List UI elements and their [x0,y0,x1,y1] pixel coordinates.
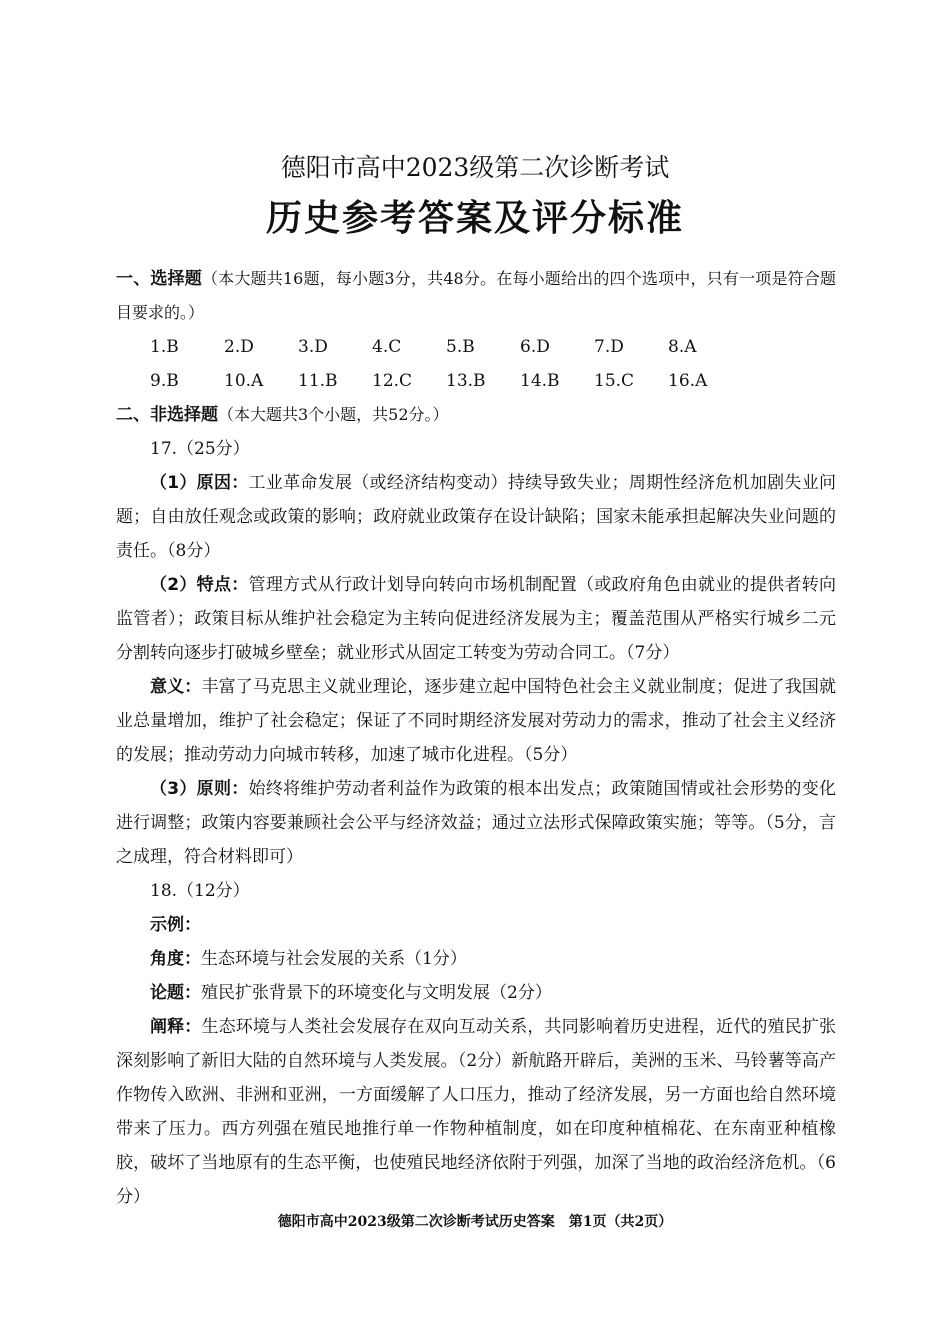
answer-item: 10.A [224,371,264,391]
answer-item: 1.B [150,337,179,357]
answer-item: 13.B [446,371,486,391]
q18-angle [116,942,836,976]
q17-part3-text: 始终将维护劳动者利益作为政策的根本出发点；政策随国情或社会形势的变化进行调整；政策内容要兼顾社会公平与经济效益；通过立法形式保障政策实施；等等。（5分，言之成理，符合材料即可） [116,779,836,867]
q18-angle-label: 角度： [150,949,201,969]
content-body [116,262,836,1214]
answer-row-1 [116,330,836,364]
document-title: 历史参考答案及评分标准 [265,197,684,239]
q17-part1-text: 工业革命发展（或经济结构变动）持续导致失业；周期性经济危机加剧失业问题；自由放任观念或政策的影响；政府就业政策存在设计缺陷；国家未能承担起解决失业问题的责任。（8分） [116,473,836,561]
q17-significance-text: 丰富了马克思主义就业理论，逐步建立起中国特色社会主义就业制度；促进了我国就业总量增加，维护了社会稳定；保证了不同时期经济发展对劳动力的需求，推动了社会主义经济的发展；推动劳动力向城市转移，加速了城市化进程。（5分） [116,677,837,765]
answer-item: 7.D [594,337,624,357]
section1-label: 一、选择题 [116,269,202,289]
q18-explanation-text: 生态环境与人类社会发展存在双向互动关系，共同影响着历史进程，近代的殖民扩张深刻影响了新旧大陆的自然环境与人类发展。（2分）新航路开辟后，美洲的玉米、马铃薯等高产作物传入欧洲、非洲和亚洲，一方面缓解了人口压力，推动了经济发展，另一方面也给自然环境带来了压力。西方列强在殖民地推行单一作物种植制度，如在印度种植棉花、在东南亚种植橡胶，破坏了当地原有的生态平衡，也使殖民地经济依附于列强，加深了当地的政治经济危机。（6分） [116,1017,837,1207]
answer-item: 4.C [372,337,402,357]
answer-item: 8.A [668,337,697,357]
answer-item: 12.C [372,371,413,391]
section1-heading [116,262,836,330]
q17-significance [116,670,836,772]
q18-example-label: 示例： [150,915,201,935]
q17-part2-label: （2）特点： [150,575,249,595]
q18-thesis-label: 论题： [150,983,201,1003]
q18-thesis [116,976,836,1010]
answer-item: 11.B [298,371,338,391]
q17-part2-text: 管理方式从行政计划导向转向市场机制配置（或政府角色由就业的提供者转向监管者）；政策目标从维护社会稳定为主转向促进经济发展为主；覆盖范围从严格实行城乡二元分割转向逐步打破城乡壁垒；就业形式从固定工转变为劳动合同工。（7分） [116,575,836,663]
q18-explanation-label: 阐释： [150,1017,202,1037]
q17-part1-label: （1）原因： [150,473,249,493]
answer-item: 16.A [668,371,708,391]
q17-part3-label: （3）原则： [150,779,249,799]
page-footer: 德阳市高中2023级第二次诊断考试历史答案 第1页（共2页） [277,1214,673,1230]
section1-note: （本大题共16题，每小题3分，共48分。在每小题给出的四个选项中，只有一项是符合题目要求的。） [116,269,837,322]
q18-title: 18.（12分） [150,881,250,901]
q17-title: 17.（25分） [150,439,250,459]
q18-thesis-text: 殖民扩张背景下的环境变化与文明发展（2分） [201,983,552,1003]
q18-angle-text: 生态环境与社会发展的关系（1分） [201,949,467,969]
answer-row-2 [116,364,836,398]
q17-part1 [116,466,836,568]
section2-note: （本大题共3个小题，共52分。） [218,405,449,424]
answer-item: 9.B [150,371,179,391]
exam-title: 德阳市高中2023级第二次诊断考试 [280,153,670,182]
q17-significance-label: 意义： [150,677,202,697]
answer-item: 5.B [446,337,475,357]
q17-part3 [116,772,836,874]
answer-item: 6.D [520,337,550,357]
q18-example [116,908,836,942]
answer-item: 15.C [594,371,635,391]
q17-part2 [116,568,836,670]
answer-item: 14.B [520,371,560,391]
answer-item: 3.D [298,337,328,357]
answer-item: 2.D [224,337,254,357]
q18-explanation [116,1010,836,1214]
section2-label: 二、非选择题 [116,405,218,425]
section2-heading [116,398,836,432]
